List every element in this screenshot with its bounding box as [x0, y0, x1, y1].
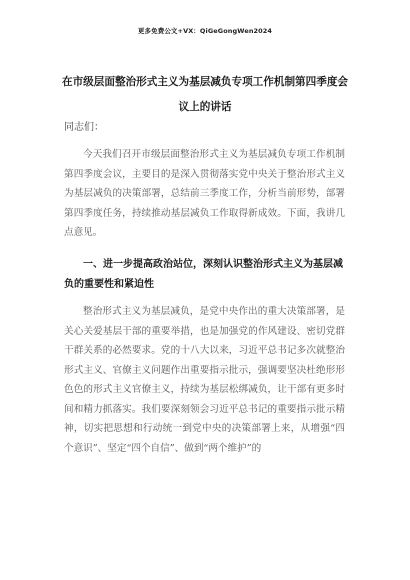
salutation: 同志们：: [64, 122, 104, 133]
document-title: 在市级层面整治形式主义为基层减负专项工作机制第四季度会议上的讲话: [61, 76, 349, 113]
section-heading-1: 一、进一步提高政治站位，深刻认识整治形式主义为基层减负的重要性和紧迫性: [64, 259, 343, 290]
intro-paragraph: 今天我们召开市级层面整治形式主义为基层减负专项工作机制第四季度会议，主要目的是深入贯彻落实党中央关于整治形式主义为基层减负的决策部署，总结前三季度工作，分析当前形势，部署第四季度任务，持续推动基层减负工作取得新成效。下面，我讲几点意见。: [64, 149, 345, 238]
header-note: 更多免费公文+VX：QiGeGongWen2024: [137, 27, 273, 35]
body-paragraph-1: 整治形式主义为基层减负，是党中央作出的重大决策部署，是关心关爱基层干部的重要举措，也是加强党的作风建设、密切党群干群关系的必然要求。党的十八大以来，习近平总书记多次就整治形式主义、官僚主义问题作出重要指示批示，强调要坚决杜绝形形色色的形式主义官僚主义，持续为基层松绑减负，让干部有更多时间和精力抓落实。我们要深刻领会习近平总书记的重要指示批示精神，切实把思想和行动统一到党中央的决策部署上来，从增强“四个意识”、坚定“四个自信”、做到“两个维护”的: [64, 306, 345, 454]
